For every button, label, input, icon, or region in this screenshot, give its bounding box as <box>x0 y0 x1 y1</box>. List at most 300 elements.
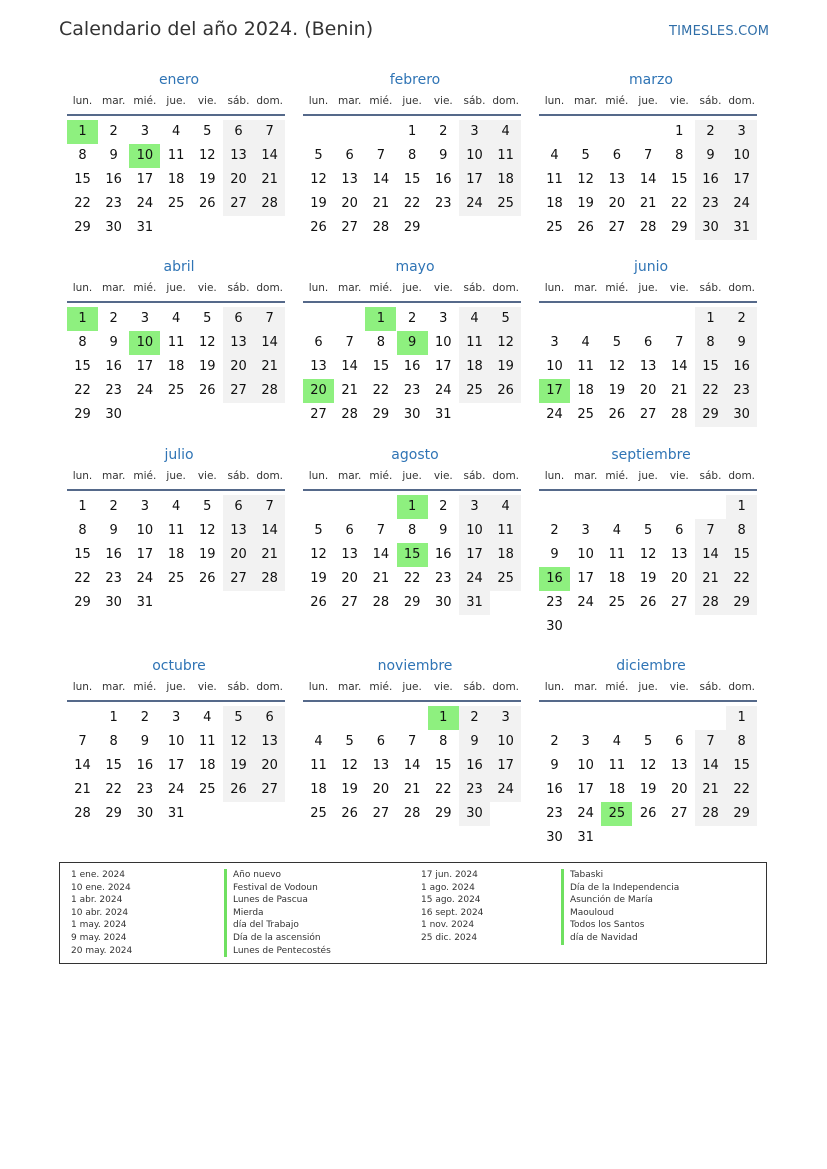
month-name: enero <box>158 72 200 88</box>
day-cell: 25 <box>608 595 626 610</box>
day-cell: 7 <box>695 730 726 754</box>
day-cell: 14 <box>254 331 285 355</box>
day-cell: 7 <box>254 120 285 144</box>
legend-date: 25 dic. 2024 <box>421 932 478 943</box>
weekday-label: vie. <box>669 470 689 482</box>
legend-date: 1 ene. 2024 <box>71 870 125 880</box>
header-rule <box>539 489 757 491</box>
day-cell: 20 <box>671 571 688 586</box>
day-cell: 14 <box>74 758 91 773</box>
weekday-label: jue. <box>638 95 658 107</box>
day-cell: 7 <box>78 734 87 749</box>
day-cell: 24 <box>136 383 154 398</box>
weekday-label: jue. <box>638 470 658 482</box>
day-cell: 2 <box>695 120 726 144</box>
page-title: Calendario del año 2024. (Benin) <box>59 18 374 40</box>
day-cell: 8 <box>407 523 417 538</box>
day-cell: 2 <box>407 311 417 326</box>
day-cell: 5 <box>643 734 653 749</box>
day-cell: 6 <box>223 120 254 144</box>
day-cell: 5 <box>612 335 622 350</box>
weekday-label: mié. <box>133 95 157 107</box>
day-cell: 26 <box>199 196 216 211</box>
day-cell: 16 <box>546 782 563 797</box>
day-cell: 22 <box>403 571 421 586</box>
day-cell: 21 <box>254 168 285 192</box>
day-cell: 7 <box>643 148 653 163</box>
weekday-label: jue. <box>402 95 422 107</box>
day-grid <box>303 495 527 639</box>
day-cell: 1 <box>109 710 118 725</box>
weekday-header <box>303 282 527 300</box>
day-cell: 19 <box>310 196 327 211</box>
day-grid <box>539 120 763 264</box>
day-cell: 5 <box>314 148 323 163</box>
day-cell: 15 <box>74 547 91 562</box>
day-cell: 17 <box>577 782 594 797</box>
weekday-label: jue. <box>166 95 186 107</box>
legend-date: 1 nov. 2024 <box>421 920 475 931</box>
day-cell: 27 <box>671 806 688 821</box>
day-cell: 2 <box>726 307 757 331</box>
weekday-label: mié. <box>605 470 629 482</box>
day-grid <box>539 706 763 850</box>
day-cell: 30 <box>105 407 122 422</box>
day-cell: 13 <box>223 144 254 168</box>
day-cell: 7 <box>254 495 285 519</box>
day-cell: 5 <box>581 148 590 163</box>
day-cell: 17 <box>136 547 154 562</box>
day-cell: 13 <box>341 172 358 187</box>
day-cell: 4 <box>171 311 181 326</box>
legend-dates-left <box>71 869 132 957</box>
day-cell: 20 <box>223 355 254 379</box>
month-junio <box>539 259 763 459</box>
day-cell: 6 <box>345 148 354 163</box>
weekday-label: sáb. <box>227 681 250 693</box>
day-cell: 27 <box>608 220 626 235</box>
day-cell: 23 <box>435 196 452 211</box>
day-cell: 3 <box>726 120 757 144</box>
day-cell: 7 <box>695 519 726 543</box>
header-rule <box>303 700 521 702</box>
weekday-label: mar. <box>102 95 126 107</box>
holiday-day-cell: 1 <box>365 307 396 331</box>
day-cell: 18 <box>310 782 327 797</box>
day-cell: 4 <box>581 335 590 350</box>
month-name: diciembre <box>616 658 686 674</box>
day-cell: 28 <box>671 407 688 422</box>
day-cell: 23 <box>546 806 563 821</box>
weekday-label: lun. <box>72 282 93 294</box>
day-cell: 5 <box>314 523 323 538</box>
day-cell: 24 <box>577 806 594 821</box>
day-cell: 28 <box>372 595 390 610</box>
day-cell: 6 <box>376 734 386 749</box>
holiday-legend <box>59 862 767 964</box>
day-cell: 27 <box>254 778 285 802</box>
day-cell: 16 <box>105 359 122 374</box>
day-cell: 29 <box>726 591 757 615</box>
weekday-label: vie. <box>433 470 453 482</box>
day-cell: 27 <box>223 192 254 216</box>
month-name: febrero <box>389 72 441 88</box>
day-cell: 19 <box>341 782 358 797</box>
day-cell: 19 <box>199 172 216 187</box>
weekday-label: mar. <box>574 681 598 693</box>
holiday-day-cell: 1 <box>67 307 98 331</box>
day-cell: 3 <box>171 710 181 725</box>
day-cell: 2 <box>140 710 150 725</box>
day-cell: 13 <box>671 547 688 562</box>
day-cell: 27 <box>223 567 254 591</box>
legend-date: 1 ago. 2024 <box>421 882 475 893</box>
day-cell: 25 <box>199 782 216 797</box>
day-cell: 26 <box>577 220 594 235</box>
day-cell: 16 <box>435 547 452 562</box>
header-rule <box>67 700 285 702</box>
legend-date: 17 jun. 2024 <box>421 870 478 880</box>
weekday-label: mié. <box>133 470 157 482</box>
day-cell: 6 <box>675 734 684 749</box>
day-cell: 17 <box>459 168 490 192</box>
day-cell: 10 <box>459 519 490 543</box>
weekday-label: mar. <box>574 282 598 294</box>
day-cell: 21 <box>695 567 726 591</box>
month-enero <box>67 72 291 272</box>
weekday-label: mar. <box>574 470 598 482</box>
day-cell: 13 <box>223 331 254 355</box>
day-cell: 26 <box>608 407 626 422</box>
legend-holiday-name: Año nuevo <box>224 869 331 882</box>
day-cell: 19 <box>490 355 521 379</box>
day-cell: 18 <box>608 571 626 586</box>
day-cell: 25 <box>577 407 594 422</box>
day-cell: 29 <box>74 220 91 235</box>
day-cell: 30 <box>546 830 563 845</box>
day-cell: 28 <box>403 806 421 821</box>
day-cell: 11 <box>608 758 626 773</box>
holiday-day-cell: 16 <box>539 567 570 591</box>
day-cell: 10 <box>167 734 185 749</box>
month-name: marzo <box>629 72 673 88</box>
day-cell: 20 <box>639 383 657 398</box>
holiday-day-cell: 1 <box>67 120 98 144</box>
weekday-label: lun. <box>72 681 93 693</box>
weekday-label: lun. <box>544 470 565 482</box>
day-cell: 26 <box>223 778 254 802</box>
month-mayo <box>303 259 527 459</box>
day-cell: 28 <box>74 806 91 821</box>
weekday-label: sáb. <box>463 282 486 294</box>
brand-link[interactable]: TIMESLES.COM <box>669 24 770 39</box>
day-cell: 12 <box>639 758 657 773</box>
day-cell: 11 <box>490 144 521 168</box>
day-grid <box>539 307 763 451</box>
day-cell: 30 <box>435 595 452 610</box>
day-cell: 23 <box>403 383 421 398</box>
day-cell: 2 <box>439 499 448 514</box>
legend-holiday-name: Lunes de Pentecostés <box>224 945 331 958</box>
day-cell: 10 <box>726 144 757 168</box>
day-cell: 29 <box>403 595 421 610</box>
day-cell: 18 <box>490 168 521 192</box>
day-cell: 12 <box>608 359 626 374</box>
day-cell: 5 <box>223 706 254 730</box>
weekday-label: dom. <box>728 282 756 294</box>
day-cell: 6 <box>612 148 622 163</box>
weekday-header <box>303 681 527 699</box>
day-cell: 17 <box>490 754 521 778</box>
day-cell: 28 <box>695 591 726 615</box>
legend-holiday-name: día del Trabajo <box>224 919 331 932</box>
weekday-label: vie. <box>197 282 217 294</box>
day-cell: 14 <box>403 758 421 773</box>
weekday-label: vie. <box>433 681 453 693</box>
weekday-label: sáb. <box>699 470 722 482</box>
weekday-label: sáb. <box>699 681 722 693</box>
weekday-header <box>539 95 763 113</box>
legend-holiday-name: Lunes de Pascua <box>224 894 331 907</box>
weekday-label: dom. <box>256 470 284 482</box>
day-cell: 3 <box>581 734 590 749</box>
day-cell: 12 <box>199 523 216 538</box>
day-cell: 24 <box>435 383 452 398</box>
day-cell: 25 <box>167 196 185 211</box>
weekday-label: vie. <box>669 95 689 107</box>
day-cell: 11 <box>199 734 216 749</box>
day-cell: 15 <box>403 172 421 187</box>
day-cell: 24 <box>136 571 154 586</box>
day-cell: 21 <box>254 543 285 567</box>
weekday-header <box>303 95 527 113</box>
legend-date: 10 ene. 2024 <box>71 882 131 893</box>
day-cell: 29 <box>105 806 122 821</box>
day-cell: 24 <box>136 196 154 211</box>
weekday-header <box>539 470 763 488</box>
legend-date: 16 sept. 2024 <box>421 907 484 918</box>
day-cell: 15 <box>726 754 757 778</box>
day-cell: 31 <box>726 216 757 240</box>
day-cell: 8 <box>407 148 417 163</box>
day-cell: 14 <box>639 172 657 187</box>
day-cell: 17 <box>136 172 154 187</box>
legend-date: 20 may. 2024 <box>71 945 133 956</box>
day-cell: 13 <box>372 758 390 773</box>
day-cell: 2 <box>109 124 118 139</box>
day-cell: 21 <box>671 383 688 398</box>
day-cell: 11 <box>546 172 563 187</box>
day-cell: 9 <box>439 148 448 163</box>
day-cell: 13 <box>223 519 254 543</box>
month-name: junio <box>633 259 669 275</box>
day-cell: 22 <box>372 383 390 398</box>
day-cell: 24 <box>490 778 521 802</box>
weekday-label: dom. <box>492 681 520 693</box>
weekday-label: mar. <box>102 470 126 482</box>
weekday-label: mié. <box>369 470 393 482</box>
day-cell: 18 <box>490 543 521 567</box>
day-cell: 17 <box>459 543 490 567</box>
day-cell: 15 <box>671 172 688 187</box>
day-cell: 18 <box>459 355 490 379</box>
day-cell: 6 <box>223 307 254 331</box>
weekday-label: dom. <box>728 470 756 482</box>
month-name: agosto <box>391 447 439 463</box>
day-cell: 11 <box>167 148 185 163</box>
day-cell: 17 <box>577 571 594 586</box>
weekday-label: dom. <box>728 95 756 107</box>
day-cell: 7 <box>675 335 684 350</box>
day-cell: 30 <box>546 619 563 634</box>
day-cell: 27 <box>310 407 327 422</box>
day-cell: 21 <box>341 383 358 398</box>
day-cell: 20 <box>254 754 285 778</box>
day-grid <box>303 120 527 264</box>
day-cell: 21 <box>639 196 657 211</box>
weekday-label: dom. <box>256 95 284 107</box>
day-cell: 8 <box>78 523 87 538</box>
day-cell: 28 <box>254 379 285 403</box>
day-cell: 21 <box>254 355 285 379</box>
day-cell: 8 <box>78 335 87 350</box>
day-cell: 2 <box>439 124 448 139</box>
day-cell: 26 <box>310 220 327 235</box>
day-cell: 23 <box>726 379 757 403</box>
weekday-label: sáb. <box>463 470 486 482</box>
month-noviembre <box>303 658 527 858</box>
day-cell: 11 <box>577 359 594 374</box>
day-cell: 30 <box>105 595 122 610</box>
day-cell: 15 <box>74 359 91 374</box>
day-cell: 23 <box>105 571 122 586</box>
day-cell: 20 <box>372 782 390 797</box>
day-cell: 25 <box>459 379 490 403</box>
day-grid <box>303 706 527 850</box>
day-cell: 14 <box>341 359 358 374</box>
holiday-day-cell: 25 <box>601 802 632 826</box>
weekday-header <box>67 470 291 488</box>
day-cell: 17 <box>136 359 154 374</box>
legend-holiday-name: Todos los Santos <box>561 919 679 932</box>
day-cell: 31 <box>435 407 452 422</box>
weekday-header <box>539 282 763 300</box>
weekday-label: jue. <box>166 470 186 482</box>
day-cell: 3 <box>490 706 521 730</box>
weekday-label: dom. <box>256 681 284 693</box>
day-cell: 27 <box>639 407 657 422</box>
weekday-label: mié. <box>369 681 393 693</box>
day-cell: 8 <box>439 734 448 749</box>
legend-holiday-name: Día de la ascensión <box>224 932 331 945</box>
day-cell: 23 <box>546 595 563 610</box>
day-cell: 20 <box>608 196 626 211</box>
day-cell: 16 <box>105 172 122 187</box>
weekday-label: vie. <box>669 681 689 693</box>
weekday-label: dom. <box>256 282 284 294</box>
month-febrero <box>303 72 527 272</box>
day-cell: 25 <box>490 192 521 216</box>
day-cell: 2 <box>550 523 559 538</box>
weekday-label: mié. <box>369 282 393 294</box>
day-cell: 13 <box>254 730 285 754</box>
day-cell: 11 <box>608 547 626 562</box>
weekday-label: jue. <box>402 470 422 482</box>
day-cell: 3 <box>140 499 150 514</box>
legend-date: 1 may. 2024 <box>71 920 127 931</box>
weekday-label: sáb. <box>227 282 250 294</box>
day-cell: 7 <box>407 734 417 749</box>
day-grid <box>67 307 291 451</box>
month-name: septiembre <box>611 447 691 463</box>
header-rule <box>303 301 521 303</box>
day-cell: 26 <box>199 571 216 586</box>
day-cell: 29 <box>671 220 688 235</box>
day-cell: 3 <box>140 124 150 139</box>
holiday-day-cell: 9 <box>397 331 428 355</box>
day-cell: 18 <box>608 782 626 797</box>
day-cell: 5 <box>643 523 653 538</box>
day-cell: 23 <box>695 192 726 216</box>
day-cell: 27 <box>223 379 254 403</box>
day-cell: 13 <box>608 172 626 187</box>
day-cell: 31 <box>136 220 154 235</box>
day-cell: 14 <box>695 543 726 567</box>
day-cell: 10 <box>435 335 452 350</box>
day-cell: 6 <box>643 335 653 350</box>
month-marzo <box>539 72 763 272</box>
day-cell: 30 <box>403 407 421 422</box>
day-cell: 5 <box>203 499 212 514</box>
day-cell: 6 <box>345 523 354 538</box>
weekday-label: vie. <box>197 470 217 482</box>
day-grid <box>67 706 291 850</box>
day-cell: 9 <box>109 335 118 350</box>
day-cell: 12 <box>577 172 594 187</box>
day-cell: 24 <box>546 407 563 422</box>
day-cell: 29 <box>403 220 421 235</box>
day-cell: 7 <box>376 523 386 538</box>
day-cell: 26 <box>490 379 521 403</box>
weekday-label: dom. <box>492 95 520 107</box>
day-cell: 6 <box>254 706 285 730</box>
day-cell: 18 <box>199 758 216 773</box>
holiday-day-cell: 10 <box>129 144 160 168</box>
day-cell: 25 <box>490 567 521 591</box>
day-cell: 23 <box>105 196 122 211</box>
day-cell: 2 <box>109 311 118 326</box>
day-cell: 20 <box>223 543 254 567</box>
month-agosto <box>303 447 527 647</box>
day-cell: 19 <box>577 196 594 211</box>
day-cell: 12 <box>490 331 521 355</box>
day-cell: 22 <box>671 196 688 211</box>
holiday-day-cell: 1 <box>397 495 428 519</box>
day-cell: 30 <box>726 403 757 427</box>
weekday-label: jue. <box>402 681 422 693</box>
day-cell: 1 <box>695 307 726 331</box>
day-cell: 17 <box>167 758 185 773</box>
weekday-label: mié. <box>605 282 629 294</box>
day-cell: 2 <box>459 706 490 730</box>
weekday-label: mar. <box>102 282 126 294</box>
day-grid <box>67 120 291 264</box>
legend-holiday-name: Asunción de María <box>561 894 679 907</box>
day-cell: 8 <box>726 519 757 543</box>
day-cell: 4 <box>171 124 181 139</box>
day-cell: 16 <box>695 168 726 192</box>
header-rule <box>67 489 285 491</box>
